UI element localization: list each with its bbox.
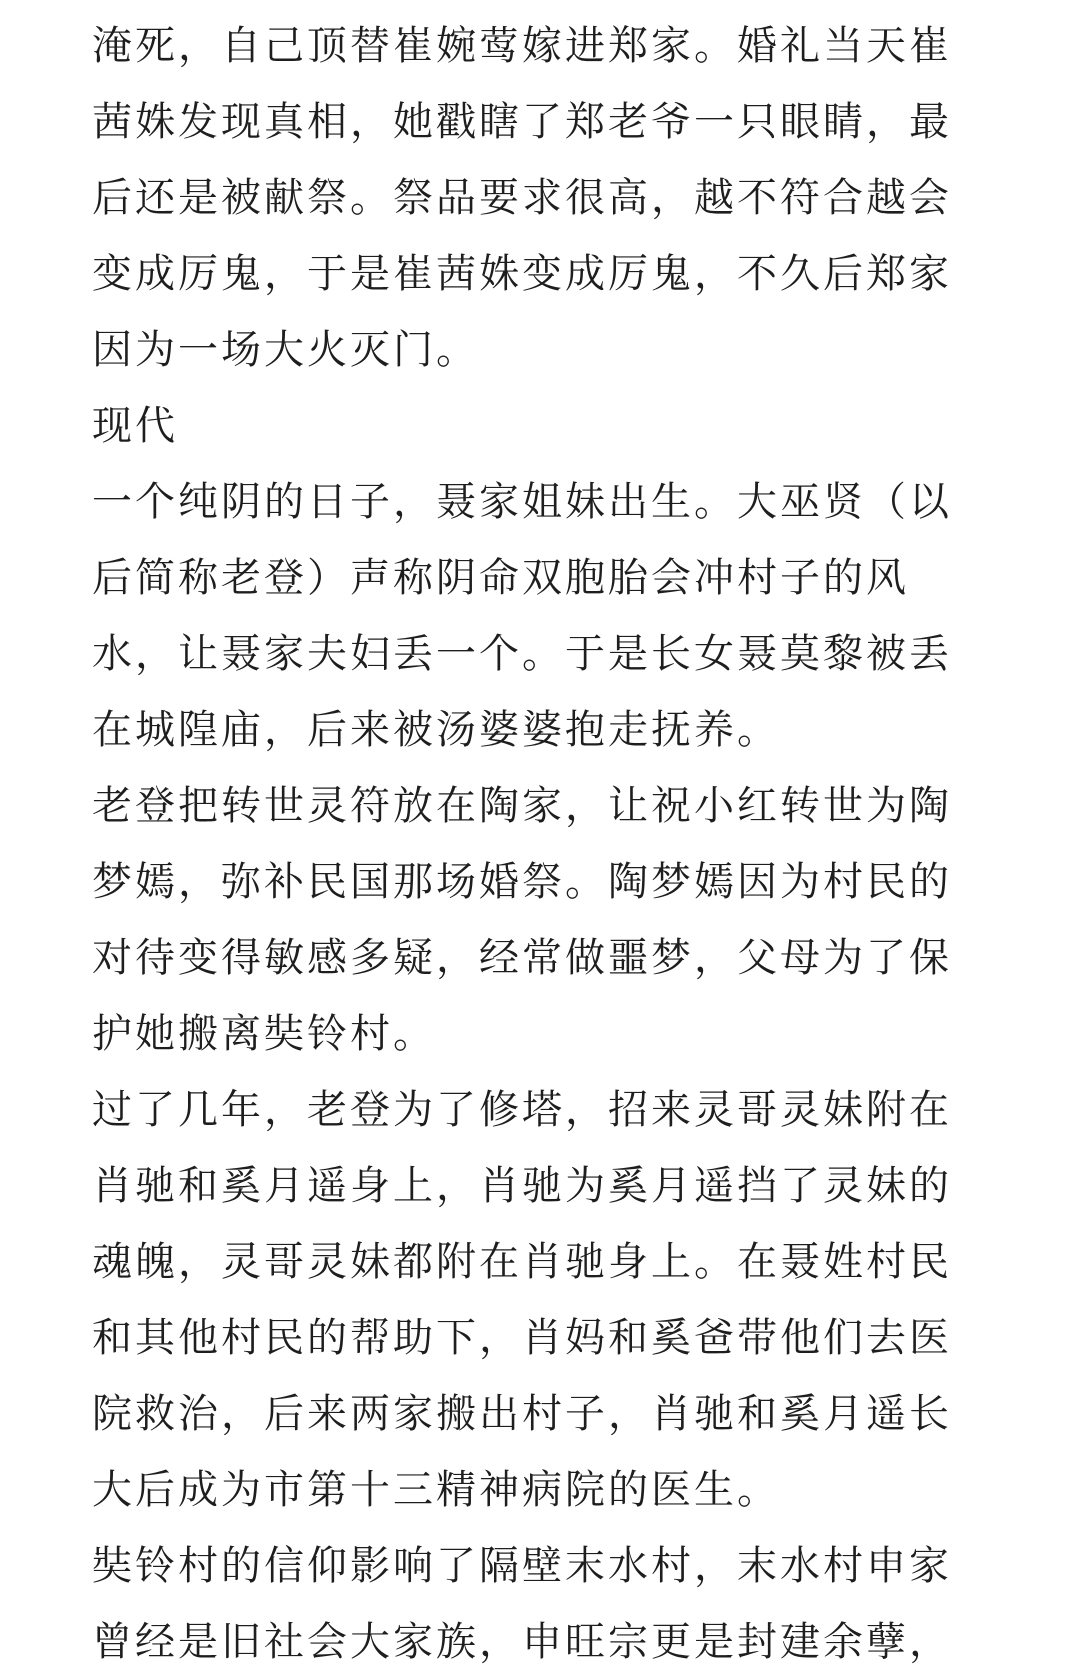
text-line: 淹死，自己顶替崔婉莺嫁进郑家。婚礼当天崔 — [92, 23, 952, 69]
text-line: 水，让聂家夫妇丢一个。于是长女聂莫黎被丢 — [92, 631, 952, 677]
text-line: 院救治，后来两家搬出村子，肖驰和奚月遥长 — [92, 1391, 952, 1437]
text-line: 后还是被献祭。祭品要求很高，越不符合越会 — [92, 175, 952, 221]
text-line: 老登把转世灵符放在陶家，让祝小红转世为陶 — [92, 783, 952, 829]
text-line: 茜姝发现真相，她戳瞎了郑老爷一只眼睛，最 — [92, 99, 952, 145]
text-line: 因为一场大火灭门。 — [92, 327, 479, 373]
text-line: 在城隍庙，后来被汤婆婆抱走抚养。 — [92, 707, 780, 753]
text-line: 和其他村民的帮助下，肖妈和奚爸带他们去医 — [92, 1315, 952, 1361]
paragraph — [92, 1072, 1010, 1528]
text-line: 变成厉鬼，于是崔茜姝变成厉鬼，不久后郑家 — [92, 251, 952, 297]
section-heading — [92, 388, 1010, 464]
paragraph — [92, 1528, 1010, 1673]
text-line: 大后成为市第十三精神病院的医生。 — [92, 1467, 780, 1513]
text-line: 护她搬离奘铃村。 — [92, 1011, 436, 1057]
text-line: 奘铃村的信仰影响了隔壁末水村，末水村申家 — [92, 1543, 952, 1589]
text-line: 魂魄，灵哥灵妹都附在肖驰身上。在聂姓村民 — [92, 1239, 952, 1285]
text-line: 现代 — [92, 403, 178, 449]
text-line: 肖驰和奚月遥身上，肖驰为奚月遥挡了灵妹的 — [92, 1163, 952, 1209]
text-line: 曾经是旧社会大家族，申旺宗更是封建余孽， — [92, 1619, 952, 1665]
text-line: 梦嫣，弥补民国那场婚祭。陶梦嫣因为村民的 — [92, 859, 952, 905]
paragraph — [92, 8, 1010, 388]
text-line: 对待变得敏感多疑，经常做噩梦，父母为了保 — [92, 935, 952, 981]
text-line: 过了几年，老登为了修塔，招来灵哥灵妹附在 — [92, 1087, 952, 1133]
paragraph — [92, 464, 1010, 768]
text-line: 后简称老登）声称阴命双胞胎会冲村子的风 — [92, 555, 909, 601]
text-line: 一个纯阴的日子，聂家姐妹出生。大巫贤（以 — [92, 479, 952, 525]
paragraph — [92, 768, 1010, 1072]
